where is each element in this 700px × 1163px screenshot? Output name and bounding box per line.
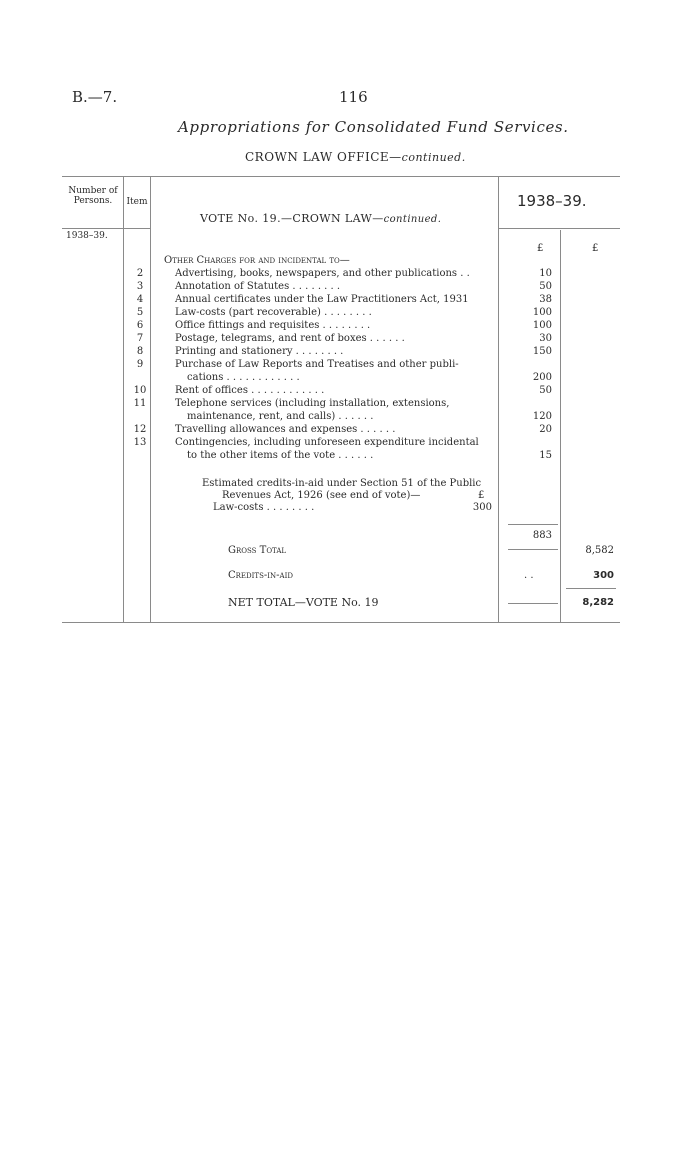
item-number: 13 — [133, 437, 147, 448]
item-description-cont: to the other items of the vote . . . . . . — [187, 450, 374, 461]
item-amount: 20 — [539, 424, 552, 435]
item-description: Contingencies, including unforeseen expenditure incidental — [175, 437, 479, 448]
item-description: Telephone services (including installation, extensions, — [175, 398, 450, 409]
item-description: Travelling allowances and expenses . . . . . . — [175, 424, 396, 435]
credits-in-aid-mid: . . — [524, 570, 534, 581]
head-divider-right — [498, 228, 620, 229]
item-number: 8 — [136, 346, 144, 357]
item-amount: 100 — [532, 307, 552, 318]
item-amount: 15 — [539, 450, 552, 461]
item-description: Annotation of Statutes . . . . . . . . — [175, 281, 341, 292]
subtotal-amount: 883 — [532, 530, 552, 541]
credits-in-aid-amount: 300 — [593, 570, 614, 581]
section-heading: Other Charges for and incidental to— — [164, 255, 350, 266]
item-column-head: Item — [126, 197, 148, 207]
credits-note-line1: Estimated credits-in-aid under Section 51 of the Public — [202, 478, 482, 489]
item-amount: 10 — [539, 268, 552, 279]
item-description-divider — [150, 176, 151, 622]
section-subtitle — [245, 150, 466, 164]
item-number: 11 — [133, 398, 147, 409]
table-top-rule — [62, 176, 620, 177]
item-description-cont: maintenance, rent, and calls) . . . . . . — [187, 411, 374, 422]
item-amount: 50 — [539, 281, 552, 292]
item-number: 9 — [136, 359, 144, 370]
item-description: Advertising, books, newspapers, and other publications . . — [175, 268, 470, 279]
item-description: Postage, telegrams, and rent of boxes . . . . . . — [175, 333, 405, 344]
item-number: 3 — [136, 281, 144, 292]
net-total-label: NET TOTAL—VOTE No. 19 — [228, 596, 379, 609]
page-title: Appropriations for Consolidated Fund Services. — [178, 118, 569, 136]
vote-title-text: VOTE No. 19.—CROWN LAW— — [200, 212, 384, 225]
item-number: 2 — [136, 268, 144, 279]
item-description: Annual certificates under the Law Practitioners Act, 1931 — [175, 294, 469, 305]
item-number: 5 — [136, 307, 144, 318]
net-rule-mid — [508, 603, 558, 604]
vote-title — [200, 212, 441, 225]
pound-sign-col2: £ — [592, 243, 599, 254]
subtotal-rule-bottom — [508, 549, 558, 550]
item-number: 10 — [133, 385, 147, 396]
net-total-amount: 8,282 — [582, 597, 614, 608]
head-divider-left — [62, 228, 150, 229]
description-amount-divider — [498, 176, 499, 622]
credits-rule — [566, 588, 616, 589]
subtotal-rule-top — [508, 524, 558, 525]
item-number: 6 — [136, 320, 144, 331]
gross-total-label: Gross Total — [228, 545, 287, 556]
item-description: Printing and stationery . . . . . . . . — [175, 346, 344, 357]
subtitle-text: CROWN LAW OFFICE— — [245, 150, 402, 164]
item-number: 12 — [133, 424, 147, 435]
credits-note-line2: Revenues Act, 1926 (see end of vote)— — [222, 490, 421, 501]
item-amount: 30 — [539, 333, 552, 344]
item-amount: 120 — [532, 411, 552, 422]
item-number: 4 — [136, 294, 144, 305]
item-description: Office fittings and requisites . . . . . . . . — [175, 320, 371, 331]
table-bottom-rule — [62, 622, 620, 623]
item-amount: 38 — [539, 294, 552, 305]
page-number: 116 — [339, 88, 368, 106]
persons-column-head: Number of Persons. — [68, 186, 118, 206]
page-reference: B.—7. — [72, 88, 118, 106]
pound-sign-col1: £ — [537, 243, 544, 254]
subtitle-continued: continued. — [401, 151, 466, 164]
item-amount: 50 — [539, 385, 552, 396]
lawcosts-amount: 300 — [472, 502, 492, 513]
item-number: 7 — [136, 333, 144, 344]
item-description: Purchase of Law Reports and Treatises and other publi- — [175, 359, 459, 370]
item-description-cont: cations . . . . . . . . . . . . — [187, 372, 300, 383]
persons-item-divider — [123, 176, 124, 622]
item-amount: 200 — [532, 372, 552, 383]
financial-year-head: 1938–39. — [517, 192, 587, 210]
gross-total-amount: 8,582 — [585, 545, 614, 556]
item-description: Rent of offices . . . . . . . . . . . . — [175, 385, 325, 396]
item-description: Law-costs (part recoverable) . . . . . . . . — [175, 307, 372, 318]
item-amount: 100 — [532, 320, 552, 331]
persons-year: 1938–39. — [66, 231, 108, 241]
lawcosts-label: Law-costs . . . . . . . . — [213, 502, 315, 513]
item-amount: 150 — [532, 346, 552, 357]
amount-columns-divider — [560, 230, 561, 622]
credits-note-pound: £ — [478, 490, 485, 501]
vote-title-continued: continued. — [383, 214, 442, 225]
credits-in-aid-label: Credits-in-aid — [228, 570, 293, 581]
